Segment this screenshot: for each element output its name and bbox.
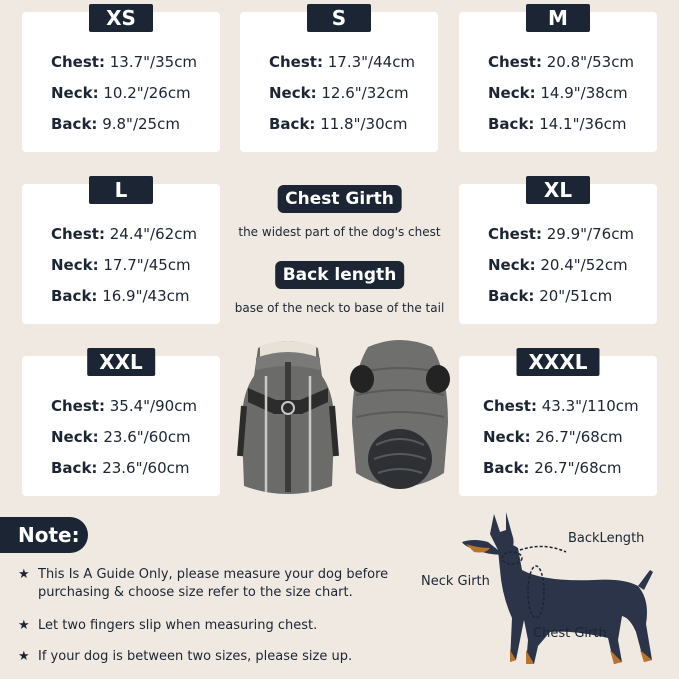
neck-label: Neck: bbox=[483, 428, 531, 446]
back-label: Back: bbox=[51, 115, 98, 133]
chest-value: 17.3"/44cm bbox=[327, 53, 416, 71]
neck-label: Neck: bbox=[51, 256, 99, 274]
back-label: Back: bbox=[51, 459, 98, 477]
neck-label: Neck: bbox=[488, 256, 536, 274]
size-card-m bbox=[459, 6, 657, 152]
back-value: 26.7"/68cm bbox=[534, 459, 622, 477]
neck-value: 10.2"/26cm bbox=[103, 84, 191, 102]
chest-value: 29.9"/76cm bbox=[546, 225, 635, 243]
star-icon: ★ bbox=[18, 649, 30, 664]
chest-label: Chest: bbox=[51, 53, 105, 71]
chest-label: Chest: bbox=[269, 53, 323, 71]
chest-label: Chest: bbox=[51, 225, 105, 243]
chest-label: Chest: bbox=[51, 397, 105, 415]
size-tag: S bbox=[307, 4, 371, 32]
size-tag: XS bbox=[89, 4, 153, 32]
coat-front-image bbox=[236, 336, 340, 498]
note-item: ★ This Is A Guide Only, please measure your dog before purchasing & choose size refer to the size chart. bbox=[18, 567, 389, 600]
back-label: Back: bbox=[488, 287, 535, 305]
star-icon: ★ bbox=[18, 567, 30, 582]
chest-girth-label: Chest Girth bbox=[533, 626, 607, 641]
neck-value: 17.7"/45cm bbox=[103, 256, 191, 274]
star-icon: ★ bbox=[18, 618, 30, 633]
chest-label: Chest: bbox=[488, 53, 542, 71]
back-label: Back: bbox=[483, 459, 530, 477]
back-label: Back: bbox=[488, 115, 535, 133]
back-value: 11.8"/30cm bbox=[320, 115, 408, 133]
chest-label: Chest: bbox=[488, 225, 542, 243]
size-card-xxl bbox=[22, 350, 220, 496]
size-tag: M bbox=[526, 4, 590, 32]
neck-value: 26.7"/68cm bbox=[535, 428, 623, 446]
neck-label: Neck: bbox=[269, 84, 317, 102]
chest-value: 43.3"/110cm bbox=[541, 397, 639, 415]
chest-girth-desc: the widest part of the dog's chest bbox=[238, 225, 441, 239]
back-length-title: Back length bbox=[275, 261, 405, 289]
neck-label: Neck: bbox=[51, 428, 99, 446]
back-value: 23.6"/60cm bbox=[102, 459, 190, 477]
size-card-xxxl bbox=[459, 350, 657, 496]
chest-value: 35.4"/90cm bbox=[109, 397, 198, 415]
size-tag: XXL bbox=[87, 348, 155, 376]
chest-label: Chest: bbox=[483, 397, 537, 415]
note-item: ★ Let two fingers slip when measuring chest. bbox=[18, 618, 318, 633]
back-value: 9.8"/25cm bbox=[102, 115, 180, 133]
size-card-xl bbox=[459, 178, 657, 324]
back-length-desc: base of the neck to base of the tail bbox=[234, 301, 445, 315]
chest-value: 20.8"/53cm bbox=[546, 53, 635, 71]
back-value: 16.9"/43cm bbox=[102, 287, 190, 305]
size-card-s bbox=[240, 6, 438, 152]
back-label: Back: bbox=[269, 115, 316, 133]
size-tag: L bbox=[89, 176, 153, 204]
chest-girth-title: Chest Girth bbox=[277, 185, 402, 213]
size-card-xs bbox=[22, 6, 220, 152]
neck-value: 20.4"/52cm bbox=[540, 256, 628, 274]
back-label: Back: bbox=[51, 287, 98, 305]
back-length-label: BackLength bbox=[568, 531, 645, 546]
neck-value: 14.9"/38cm bbox=[540, 84, 628, 102]
back-value: 20"/51cm bbox=[539, 287, 613, 305]
neck-value: 23.6"/60cm bbox=[103, 428, 191, 446]
note-title: Note: bbox=[0, 517, 88, 553]
size-tag: XXXL bbox=[516, 348, 599, 376]
back-value: 14.1"/36cm bbox=[539, 115, 627, 133]
neck-label: Neck: bbox=[51, 84, 99, 102]
size-tag: XL bbox=[526, 176, 590, 204]
coat-back-image bbox=[348, 333, 452, 497]
neck-value: 12.6"/32cm bbox=[321, 84, 409, 102]
chest-value: 13.7"/35cm bbox=[109, 53, 198, 71]
neck-girth-label: Neck Girth bbox=[421, 574, 490, 589]
note-item: ★ If your dog is between two sizes, please size up. bbox=[18, 649, 353, 664]
chest-value: 24.4"/62cm bbox=[109, 225, 198, 243]
neck-label: Neck: bbox=[488, 84, 536, 102]
